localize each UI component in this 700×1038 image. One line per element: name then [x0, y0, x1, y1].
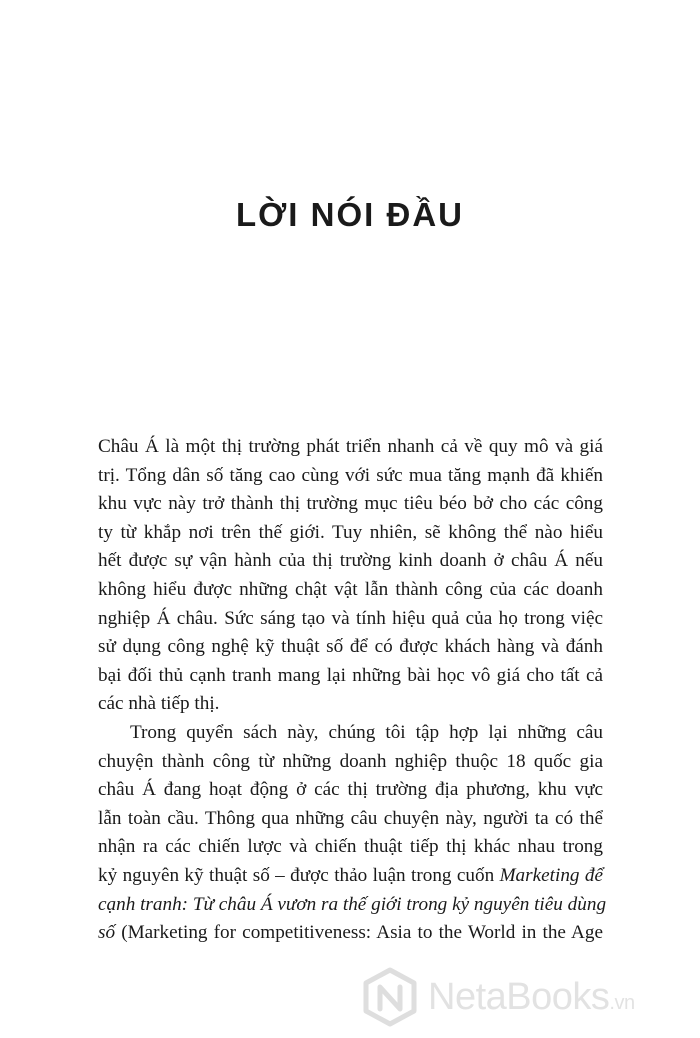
paragraph1-line: khu vực này trở thành thị trường mục tiêu béo bở cho các công	[98, 493, 603, 515]
paragraph1-line: bại đối thủ cạnh tranh mang lại những bài học vô giá cho tất cả	[98, 664, 603, 686]
book-title-italic: Marketing để	[499, 864, 603, 886]
paragraph2-line: lẫn toàn cầu. Thông qua những câu chuyện này, người ta có thể	[98, 807, 603, 829]
paragraph1-line: trị. Tổng dân số tăng cao cùng với sức mua tăng mạnh đã khiến	[98, 464, 603, 486]
watermark-suffix: .vn	[609, 991, 635, 1014]
page-title: LỜI NÓI ĐẦU	[236, 196, 464, 233]
paragraph2-line	[98, 862, 603, 891]
paragraph2-line: nhận ra các chiến lược và chiến thuật tiếp thị khác nhau trong	[98, 836, 603, 858]
paragraph2-line: chuyện thành công từ những doanh nghiệp thuộc 18 quốc gia	[98, 750, 603, 772]
book-title-italic: cạnh tranh: Từ châu Á vươn ra thế giới trong kỷ nguyên tiêu dùng	[98, 893, 607, 915]
watermark-brand: NetaBooks	[428, 975, 610, 1018]
n-hexagon-logo-icon	[360, 967, 420, 1027]
paragraph1-line: không hiểu được những chật vật lẫn thành công của các doanh	[98, 578, 603, 600]
paragraph2-line: châu Á đang hoạt động ở các thị trường địa phương, khu vực	[98, 779, 603, 801]
paragraph1-line: hết được sự vận hành của thị trường kinh doanh ở châu Á nếu	[98, 550, 603, 572]
paragraph1-line: ty từ khắp nơi trên thế giới. Tuy nhiên, sẽ không thể nào hiểu	[98, 521, 603, 543]
paragraph1-line: sử dụng công nghệ kỹ thuật số để có được khách hàng và đánh	[98, 636, 603, 658]
paragraph1-line: nghiệp Á châu. Sức sáng tạo và tính hiệu quả của họ trong việc	[98, 607, 603, 629]
paragraph2-line: Trong quyển sách này, chúng tôi tập hợp lại những câu	[130, 721, 603, 743]
plain-text: kỷ nguyên kỹ thuật số – được thảo luận trong cuốn	[98, 864, 500, 886]
paragraph2-line	[98, 919, 603, 948]
paragraph1-line: Châu Á là một thị trường phát triển nhanh cả về quy mô và giá	[98, 436, 603, 457]
body-text	[98, 433, 607, 948]
watermark	[360, 962, 695, 1032]
watermark-text	[428, 976, 635, 1019]
book-title-italic: số	[98, 922, 116, 944]
plain-text: (Marketing for competitiveness: Asia to the World in the Age	[115, 922, 603, 944]
paragraph1-line: các nhà tiếp thị.	[98, 693, 220, 715]
